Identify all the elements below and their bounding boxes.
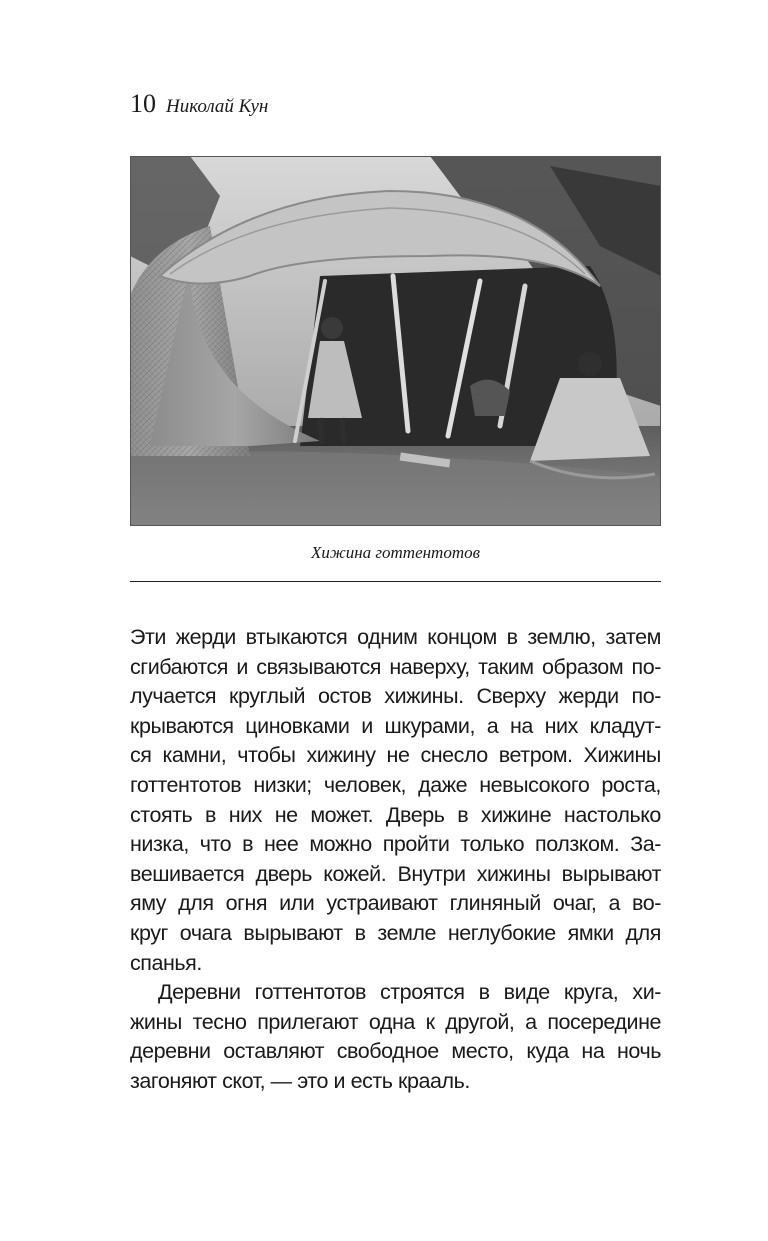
word: одна	[368, 1009, 415, 1034]
word: чтобы	[237, 743, 296, 768]
word: наверху,	[389, 654, 470, 679]
text-line	[130, 889, 661, 919]
text-line	[130, 801, 661, 831]
text-line	[130, 741, 661, 771]
word: крываются	[130, 713, 234, 738]
word: что	[199, 832, 232, 857]
word: Эти	[130, 625, 166, 649]
word: глиняный	[449, 891, 541, 916]
word: За-	[630, 832, 661, 857]
separator-rule	[130, 581, 661, 582]
word: циновками	[245, 713, 350, 738]
word: может.	[310, 802, 374, 827]
word: невысокого	[479, 772, 590, 797]
figure-caption: Хижина готтентотов	[311, 543, 480, 562]
word: низки;	[253, 772, 312, 797]
word: связываются	[256, 654, 381, 679]
text-line	[130, 978, 661, 1008]
word: на	[581, 1039, 605, 1064]
word: Дверь	[385, 802, 445, 827]
word: или	[279, 891, 315, 916]
word: по-	[631, 654, 661, 679]
word: в	[205, 802, 216, 827]
word: а	[525, 1009, 537, 1034]
text-line	[130, 623, 661, 653]
word: кладут-	[589, 713, 661, 738]
text-line	[130, 830, 661, 860]
word: втыкаются	[245, 625, 348, 649]
word: дверь	[255, 861, 313, 886]
word: снесло	[420, 743, 488, 768]
word: строятся	[379, 980, 465, 1005]
word: ночь	[617, 1039, 661, 1064]
text-line	[130, 771, 661, 801]
word: даже	[418, 772, 468, 797]
text-line	[130, 653, 661, 683]
word: готтентотов	[254, 980, 366, 1005]
word: во-	[632, 891, 661, 916]
word: пройти	[382, 832, 450, 857]
word: очага	[179, 920, 232, 945]
word: ветром.	[498, 743, 573, 768]
word: устраивают	[326, 891, 438, 916]
word: камни,	[162, 743, 227, 768]
word: вырывают	[243, 920, 343, 945]
running-head	[130, 89, 268, 123]
word: можно	[309, 832, 372, 857]
text-line	[130, 860, 661, 890]
word: ямки	[567, 920, 614, 945]
word: вешивается	[130, 861, 245, 886]
text-line	[130, 919, 661, 949]
word: концом	[427, 625, 497, 649]
word: стоять	[130, 802, 193, 827]
word: Хижины	[583, 743, 661, 768]
word: место,	[451, 1039, 514, 1064]
word: Внутри	[397, 861, 466, 886]
page-number: 10	[130, 89, 156, 118]
word: нее	[263, 832, 299, 857]
word: куда	[526, 1039, 569, 1064]
word: одним	[357, 625, 418, 649]
word: них	[228, 802, 262, 827]
word: по-	[631, 684, 661, 709]
word: ползком.	[535, 832, 620, 857]
word: к	[425, 1009, 435, 1034]
word: в	[457, 802, 469, 827]
word: неглубокие	[447, 920, 556, 945]
word: в	[242, 832, 254, 857]
word: роста,	[601, 772, 661, 797]
word: хижины	[476, 861, 551, 886]
word: не	[274, 802, 298, 827]
text-line	[130, 682, 661, 712]
word: оставляют	[223, 1039, 325, 1064]
running-head-author: Николай Кун	[166, 96, 269, 117]
word: сгибаются	[130, 654, 228, 679]
word: затем	[605, 625, 661, 649]
word: только	[460, 832, 525, 857]
word: очаг,	[552, 891, 597, 916]
text-line: загоняют скот, — это и есть крааль.	[130, 1068, 470, 1093]
word: образом	[542, 654, 624, 679]
word: в	[478, 980, 490, 1005]
word: настолько	[563, 802, 661, 827]
word: Сверху	[476, 684, 546, 709]
word: яму	[130, 891, 167, 916]
word: а	[486, 713, 499, 738]
word: кожей.	[323, 861, 387, 886]
text-line	[130, 712, 661, 742]
word: другой,	[445, 1009, 515, 1034]
body-text	[130, 623, 661, 1097]
word: шкурами,	[384, 713, 475, 738]
word: Деревни	[158, 980, 241, 1005]
word: жины	[130, 1009, 182, 1034]
word: жерди	[175, 625, 236, 649]
word: жерди	[558, 684, 619, 709]
hut-photograph	[130, 156, 661, 526]
word: круглый	[228, 684, 306, 709]
word: для	[178, 891, 214, 916]
word: свободное	[336, 1039, 439, 1064]
word: виде	[503, 980, 550, 1005]
word: посередине	[547, 1009, 661, 1034]
word: на	[509, 713, 533, 738]
word: хижине	[480, 802, 552, 827]
word: таким	[478, 654, 534, 679]
word: них	[544, 713, 578, 738]
word: а	[608, 891, 620, 916]
word: круга,	[563, 980, 619, 1005]
word: человек,	[323, 772, 406, 797]
word: лучается	[130, 684, 217, 709]
word: вырывают	[561, 861, 661, 886]
word: прилегают	[257, 1009, 359, 1034]
word: ся	[130, 743, 152, 768]
word: хижину	[306, 743, 376, 768]
word: тесно	[192, 1009, 247, 1034]
word: огня	[225, 891, 268, 916]
word: землю,	[527, 625, 596, 649]
word: хи-	[632, 980, 661, 1005]
word: для	[625, 920, 661, 945]
word: деревни	[130, 1039, 211, 1064]
word: готтентотов	[130, 772, 242, 797]
word: в	[506, 625, 518, 649]
text-line: спанья.	[130, 950, 202, 975]
word: и	[236, 654, 248, 679]
word: хижины.	[384, 684, 464, 709]
word: в	[354, 920, 366, 945]
word: не	[386, 743, 410, 768]
word: низка,	[130, 832, 189, 857]
word: и	[361, 713, 373, 738]
text-line	[130, 1008, 661, 1038]
word: остов	[317, 684, 372, 709]
text-line	[130, 1037, 661, 1067]
word: круг	[130, 920, 168, 945]
word: земле	[377, 920, 437, 945]
